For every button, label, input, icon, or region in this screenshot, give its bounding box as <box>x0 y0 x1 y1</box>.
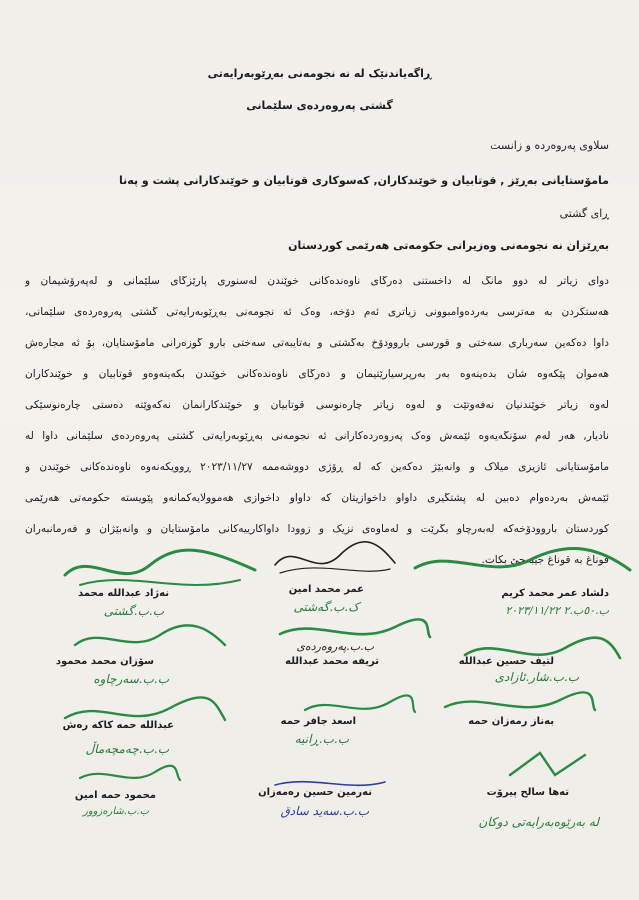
body-line: مامۆستایانی ئازیزی میلاک و وانەبێژ دەکەین کە لە ڕۆژی دووشەممە ٢٠٢٣/١١/٢٧ ڕوویکەنەوە ناوەندەکانی خوێندن و <box>25 462 609 473</box>
signatory-note: ب.ب.شار.ئازادی <box>494 670 579 684</box>
address-line-1: مامۆستایانی بەڕێز , قوتابیان و خوێندکاران, کەسوکاری قوتابیان و خوێندکارانی پشت و پەنا <box>119 174 609 187</box>
signature-scribble-icon <box>410 540 635 590</box>
body-line: داوا دەکەین سەرباری سەختی و قورسی باروودۆخ بەگشتی و بەتایبەتی سەختی بارو گوزەرانی مامۆستایان، بۆ ئە مجارەش <box>25 338 609 349</box>
signatory-name: تریفه محمد عبدالله <box>285 656 379 667</box>
letter-header-title: ڕاگەیاندنێک لە نە نجومەنی بەڕێوبەرایەتی <box>207 67 432 80</box>
signatory-name: سۆزان محمد محمود <box>55 656 154 667</box>
signatory-name: لتیف حسین عبدالله <box>458 656 554 667</box>
body-line: کوردستان باروودۆخەکە لەبەرچاو بگرێت و لەماوەی نزیک و زوودا داواکارییەکانی مامۆستایان و وانەبێژان و فەرمانبەران <box>25 524 609 535</box>
signature-scribble-icon <box>460 630 625 675</box>
signatory-name: تەها سالح پیرۆت <box>486 787 569 798</box>
body-line: قوناغ بە قوناغ جێبەجێ بکات. <box>481 555 609 566</box>
signatory-note: لە بەرێوەبەرایەتی دوکان <box>478 815 599 829</box>
signatory-name: عبدالله حمه کاکه رەش <box>62 720 174 731</box>
signatory-note: ب.ب.سەرچاوە <box>93 672 169 686</box>
signatory-note: ب.ب.شارەزوور <box>83 806 149 817</box>
body-line: نادیار, هەر لەم سۆنگەیەوە ئێمەش وەک پەروەردەکارانی ئە نجومەنی بەڕێوبەرایەتی گشتی پەروەردەی سلێمانی داوا لە <box>25 431 609 442</box>
signature-scribble-icon <box>75 760 185 790</box>
signature-scribble-icon <box>270 535 400 585</box>
signatory-name: نەژاد عبدالله محمد <box>78 588 169 599</box>
signatory-name: عمر محمد امین <box>288 584 364 595</box>
signatory-note: ب.ب.سەید سادق <box>280 804 369 818</box>
signatory-note: ب.ب.پەروەردەی <box>296 640 374 653</box>
salutation: سلاوی پەروەردە و زانست <box>490 139 609 152</box>
signatory-note: ب.ب.چەمچەماڵ <box>85 742 169 756</box>
signatory-note: ک.ب.گەشتی <box>293 600 359 614</box>
signatory-name: محمود حمه امین <box>74 790 156 801</box>
body-line: هەموان پێکەوە شان بدەینەوە بەر بەرپرسیارێتیمان و دەرگای ناوەندەکانی خوێندن بکەینەوەو قوتابیان و خوێندکاران <box>25 369 609 380</box>
letter-header-subtitle: گشتی پەروەردەی سلێمانی <box>246 99 393 112</box>
signatory-note: ب.ب.ڕانیە <box>294 732 349 746</box>
signatory-name: نەرمین حسین رەمەزان <box>258 787 372 798</box>
address-line-2: ڕای گشتی <box>559 207 609 220</box>
signatory-note: ب.ب.گشتی <box>103 604 164 618</box>
address-line-3: بەڕێزان نە نجومەنی وەزیرانی حکومەتی هەرێمی کوردستان <box>288 239 609 252</box>
signatory-name: دلشاد عمر محمد کریم <box>501 588 609 599</box>
signature-scribble-icon <box>500 745 600 785</box>
signatory-name: بەناز رمەزان حمه <box>468 716 554 727</box>
body-line: ئێمەش بەردەوام دەبین لە پشتگیری داواو داخوازیتان کە داواو داخوازی هەموولایەکمانەو پێویستە حکومەتی هەرێمی <box>25 493 609 504</box>
body-line: لەوە زیاتر خوێندنیان نەفەوتێت و لەوە زیاتر چارەنوسی قوتابیان و خوێندکارانمان نەکەوێتە دەستی چارەنوسێکی <box>25 400 609 411</box>
body-line: هەستکردن بە مەترسی بەردەوامبوونی زیاتری ئەم دۆخە، وەک ئە نجومەنی بەڕێوبەرایەتی گشتی پەروەردەی سلێمانی، <box>25 307 609 318</box>
body-line: دوای زیاتر لە دوو مانگ لە داخستنی دەرگای ناوەندەکانی خوێندن لەسنوری پارێزگای سلێمانی و لەپەرۆشیمان و <box>25 276 609 287</box>
signatory-note: ب.٥٠ب.٢ ٢٠٢٣/١١/٢٢ <box>505 604 609 617</box>
signatory-name: اسعد جافر حمه <box>280 716 356 727</box>
